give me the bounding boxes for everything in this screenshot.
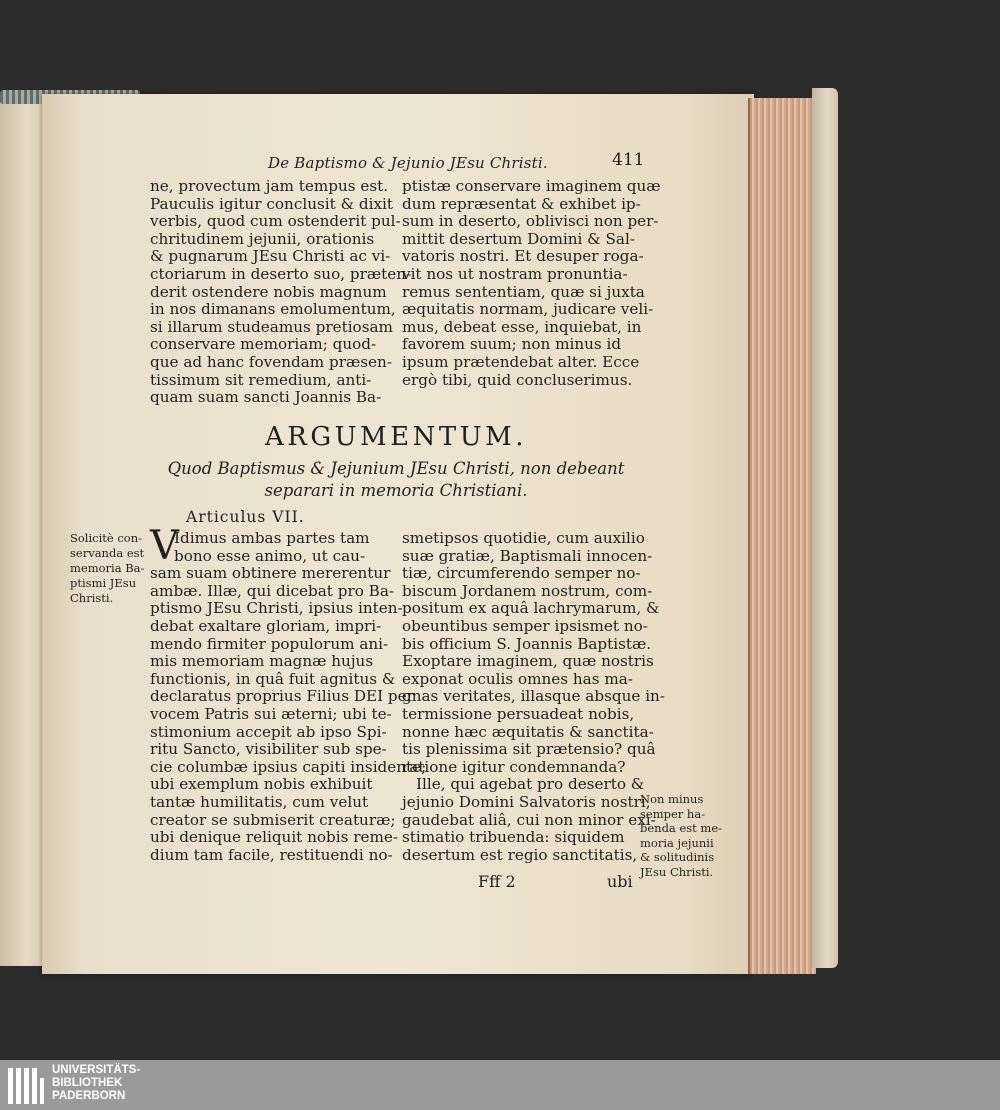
margin-line: moria jejunii xyxy=(640,835,714,850)
article-number: Articulus VII. xyxy=(186,508,305,526)
margin-line: servanda est xyxy=(70,546,145,560)
text-line: ambæ. Illæ, qui dicebat pro Ba- xyxy=(150,581,395,600)
text-line: biscum Jordanem nostrum, com- xyxy=(402,581,653,600)
margin-line: Christi. xyxy=(70,591,114,605)
text-line: functionis, in quâ fuit agnitus & xyxy=(150,669,396,688)
library-logo-icon xyxy=(6,1064,46,1106)
text-line: favorem suum; non minus id xyxy=(402,335,622,354)
text-line: verbis, quod cum ostenderit pul- xyxy=(150,212,401,231)
text-line: debat exaltare gloriam, impri- xyxy=(150,616,382,635)
text-line: ratione igitur condemnanda? xyxy=(402,757,626,776)
text-line: dum repræsentat & exhibet ip- xyxy=(402,194,641,213)
text-line: positum ex aquâ lachrymarum, & xyxy=(402,599,660,618)
text-line: remus sententiam, quæ si juxta xyxy=(402,282,645,301)
text-line: declaratus proprius Filius DEI per xyxy=(150,687,414,706)
text-line: mittit desertum Domini & Sal- xyxy=(402,229,635,248)
margin-line: Solicitè con- xyxy=(70,531,143,545)
text-line: cie columbæ ipsius capiti insidente; xyxy=(150,757,427,776)
text-line: tissimum sit remedium, anti- xyxy=(150,370,372,389)
text-line: exponat oculis omnes has ma- xyxy=(402,669,633,688)
column-left-bottom xyxy=(150,529,427,864)
logo-line: BIBLIOTHEK xyxy=(52,1077,123,1089)
text-line: jejunio Domini Salvatoris nostri, xyxy=(402,792,651,811)
text-line: suæ gratiæ, Baptismali innocen- xyxy=(402,546,653,565)
text-line: chritudinem jejunii, orationis xyxy=(150,229,375,248)
text-line: smetipsos quotidie, cum auxilio xyxy=(402,529,645,547)
margin-line: benda est me- xyxy=(640,821,723,835)
text-line: obeuntibus semper ipsismet no- xyxy=(402,616,648,635)
text-line: ubi denique reliquit nobis reme- xyxy=(150,828,399,847)
text-line: stimonium accepit ab ipso Spi- xyxy=(150,722,387,741)
text-line: Exoptare imaginem, quæ nostris xyxy=(402,652,654,671)
text-line: æquitatis normam, judicare veli- xyxy=(402,300,654,319)
subheading-line: Quod Baptismus & Jejunium JEsu Christi, non debeant xyxy=(167,459,625,478)
text-line: creator se submiserit creaturæ; xyxy=(150,810,396,829)
text-line: nonne hæc æquitatis & sanctita- xyxy=(402,722,654,741)
margin-line: & solitudinis xyxy=(640,850,715,864)
text-line: in nos dimanans emolumentum, xyxy=(150,300,396,319)
text-line: tiæ, circumferendo semper no- xyxy=(402,564,641,583)
text-line: vit nos ut nostram pronuntia- xyxy=(402,264,628,283)
page-number: 411 xyxy=(612,150,645,170)
text-line: ubi exemplum nobis exhibuit xyxy=(150,775,373,794)
text-line: termissione persuadeat nobis, xyxy=(402,704,635,723)
text-line: mendo firmiter populorum ani- xyxy=(150,634,389,653)
library-footer xyxy=(0,1060,1000,1110)
text-line: vatoris nostri. Et desuper roga- xyxy=(402,247,644,266)
text-line: ergò tibi, quid concluserimus. xyxy=(402,370,633,389)
text-line: dium tam facile, restituendi no- xyxy=(150,845,393,864)
text-line: sam suam obtinere mererentur xyxy=(150,564,391,583)
column-right-top xyxy=(402,177,661,389)
text-line: tantæ humilitatis, cum velut xyxy=(150,792,369,811)
margin-line: Non minus xyxy=(640,792,704,806)
text-line: ctoriarum in deserto suo, præten- xyxy=(150,264,412,283)
text-line: conservare memoriam; quod- xyxy=(150,335,377,354)
text-line: gaudebat aliâ, cui non minor exi- xyxy=(402,810,656,829)
marginal-note-left xyxy=(70,531,148,606)
text-line: quam suam sancti Joannis Ba- xyxy=(150,388,382,407)
text-line: & pugnarum JEsu Christi ac vi- xyxy=(150,247,391,266)
library-logo-text xyxy=(52,1064,140,1103)
section-subheading xyxy=(150,458,642,502)
signature-mark: Fff 2 xyxy=(478,872,516,891)
text-line: mus, debeat esse, inquiebat, in xyxy=(402,317,642,336)
subheading-line: separari in memoria Christiani. xyxy=(264,481,528,500)
cover-edge xyxy=(812,88,838,968)
drop-capital: V xyxy=(150,523,179,569)
column-left-top xyxy=(150,177,412,407)
text-line: desertum est regio sanctitatis, xyxy=(402,845,638,864)
text-line: gnas veritates, illasque absque in- xyxy=(402,687,665,706)
margin-line: memoria Ba- xyxy=(70,561,145,575)
text-line: bis officium S. Joannis Baptistæ. xyxy=(402,634,652,653)
margin-line: semper ha- xyxy=(640,806,706,821)
text-line: vocem Patris sui æterni; ubi te- xyxy=(150,704,392,723)
text-line: Ille, qui agebat pro deserto & xyxy=(416,775,645,794)
text-line: ptistæ conservare imaginem quæ xyxy=(402,177,661,195)
text-line: derit ostendere nobis magnum xyxy=(150,282,387,301)
text-line: bono esse animo, ut cau- xyxy=(174,546,366,565)
logo-line: UNIVERSITÄTS- xyxy=(52,1064,141,1076)
text-line: si illarum studeamus pretiosam xyxy=(150,317,393,336)
text-line: mis memoriam magnæ hujus xyxy=(150,652,374,671)
text-line: sum in deserto, oblivisci non per- xyxy=(402,212,659,231)
text-line: ptismo JEsu Christi, ipsius inten- xyxy=(150,599,403,618)
marginal-note-right xyxy=(640,792,740,879)
text-line: ipsum prætendebat alter. Ecce xyxy=(402,352,640,371)
text-line: ritu Sancto, visibiliter sub spe- xyxy=(150,740,387,759)
text-line: ne, provectum jam tempus est. xyxy=(150,177,389,195)
previous-page-edge xyxy=(0,100,45,966)
column-right-bottom xyxy=(402,529,665,864)
margin-line: JEsu Christi. xyxy=(640,864,714,879)
text-line: que ad hanc fovendam præsen- xyxy=(150,352,392,371)
page-fore-edge xyxy=(748,98,816,974)
text-line: Idimus ambas partes tam xyxy=(174,529,370,547)
logo-line: PADERBORN xyxy=(52,1090,126,1102)
catchword: ubi xyxy=(607,872,633,891)
text-line: Pauculis igitur conclusit & dixit xyxy=(150,194,394,213)
text-line: tis plenissima sit prætensio? quâ xyxy=(402,740,656,759)
running-head: De Baptismo & Jejunio JEsu Christi. xyxy=(268,154,548,172)
text-line: stimatio tribuenda: siquidem xyxy=(402,828,625,847)
margin-line: ptismi JEsu xyxy=(70,576,137,590)
section-heading: ARGUMENTUM. xyxy=(264,422,528,452)
